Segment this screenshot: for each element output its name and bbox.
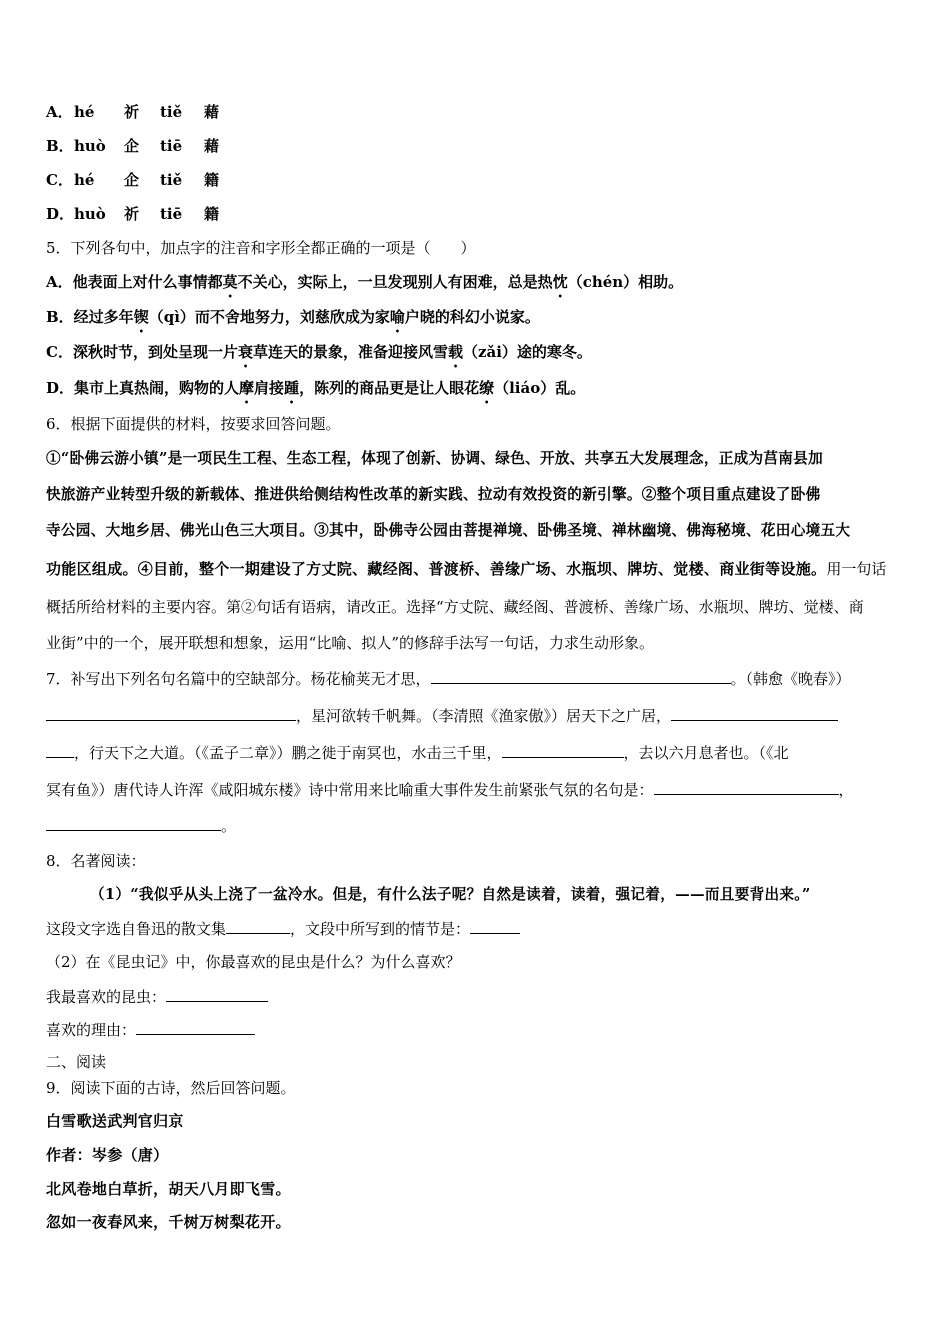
q5-option-d: D．集市上真热闹，购物的人摩肩接踵，陈列的商品更是让人眼花缭（liáo）乱。 (46, 379, 586, 397)
poem-line: 北风卷地白草折，胡天八月即飞雪。 (46, 1180, 291, 1198)
q7-line: ，行天下之大道。（《孟子二章》）鹏之徙于南冥也，水击三千里， ，去以六月息者也。（《北 (46, 742, 789, 763)
q7-line: 。 (46, 815, 236, 836)
poem-author: 作者：岑参（唐） (46, 1146, 169, 1164)
q6-question-line: 业街”中的一个，展开联想和想象，运用“比喻、拟人”的修辞手法写一句话，力求生动形象。 (46, 634, 655, 652)
answer-blank[interactable] (671, 705, 838, 721)
answer-blank[interactable] (166, 986, 268, 1002)
answer-blank[interactable] (431, 668, 731, 684)
answer-blank[interactable] (46, 815, 221, 831)
q6-question-line: 概括所给材料的主要内容。第②句话有语病，请改正。选择“方丈院、藏经阁、普渡桥、善缘广场、水瓶坝、牌坊、觉楼、商 (46, 598, 864, 616)
q5-stem: 5．下列各句中，加点字的注音和字形全都正确的一项是（ ） (46, 239, 476, 257)
q5-option-b: B．经过多年锲（qì）而不舍地努力，刘慈欣成为家喻户晓的科幻小说家。 (46, 308, 540, 326)
q6-stem: 6．根据下面提供的材料，按要求回答问题。 (46, 415, 341, 433)
answer-blank[interactable] (470, 918, 520, 934)
q6-material-line: 快旅游产业转型升级的新载体、推进供给侧结构性改革的新实践、拉动有效投资的新引擎。②整个项目重点建设了卧佛 (46, 486, 821, 503)
q8-line: （2）在《昆虫记》中，你最喜欢的昆虫是什么？为什么喜欢？ (46, 953, 461, 971)
q4-option-b: B．huò 企 tiē 藉 (46, 137, 220, 155)
answer-blank[interactable] (502, 742, 624, 758)
q5-option-c: C．深秋时节，到处呈现一片衰草连天的景象，准备迎接风雪载（zǎi）途的寒冬。 (46, 343, 592, 361)
answer-blank[interactable] (654, 779, 839, 795)
q9-stem: 9．阅读下面的古诗，然后回答问题。 (46, 1079, 296, 1097)
q7-line: ，星河欲转千帆舞。（李清照《渔家傲》）居天下之广居， (46, 705, 838, 726)
section-heading: 二、阅读 (46, 1053, 107, 1071)
q6-material-line: ①“卧佛云游小镇”是一项民生工程、生态工程，体现了创新、协调、绿色、开放、共享五大发展理念，正成为莒南县加 (46, 450, 823, 467)
q4-option-c: C．hé 企 tiě 籍 (46, 171, 220, 189)
q4-option-a: A．hé 祈 tiě 藉 (46, 103, 220, 121)
answer-blank[interactable] (136, 1019, 255, 1035)
q5-option-a: A．他表面上对什么事情都莫不关心，实际上，一旦发现别人有困难，总是热忱（chén）相助。 (46, 273, 684, 291)
answer-blank[interactable] (46, 742, 74, 758)
q8-line: 喜欢的理由： (46, 1019, 255, 1040)
q8-quote: （1）“我似乎从头上浇了一盆冷水。但是，有什么法子呢？自然是读着，读着，强记着，——而且要背出来。” (90, 886, 811, 903)
answer-blank[interactable] (226, 918, 290, 934)
q7-line: 冥有鱼》）唐代诗人许浑《咸阳城东楼》诗中常用来比喻重大事件发生前紧张气氛的名句是： ， (46, 781, 854, 799)
poem-title: 白雪歌送武判官归京 (46, 1112, 184, 1130)
poem-line: 忽如一夜春风来，千树万树梨花开。 (46, 1213, 291, 1231)
q8-line: 我最喜欢的昆虫： (46, 986, 268, 1007)
q6-material-line: 功能区组成。④目前，整个一期建设了方丈院、藏经阁、普渡桥、善缘广场、水瓶坝、牌坊、觉楼、商业街等设施。用一句话 (46, 560, 887, 578)
q8-stem: 8．名著阅读： (46, 852, 146, 870)
q6-material-line: 寺公园、大地乡居、佛光山色三大项目。③其中，卧佛寺公园由菩提禅境、卧佛圣境、禅林幽境、佛海秘境、花田心境五大 (46, 522, 851, 539)
q4-option-d: D．huò 祈 tiē 籍 (46, 205, 220, 223)
q7-line: 7．补写出下列名句名篇中的空缺部分。杨花榆荚无才思， 。（韩愈《晚春》） (46, 670, 851, 688)
q8-line: 这段文字选自鲁迅的散文集 ，文段中所写到的情节是： (46, 918, 520, 939)
answer-blank[interactable] (46, 705, 296, 721)
